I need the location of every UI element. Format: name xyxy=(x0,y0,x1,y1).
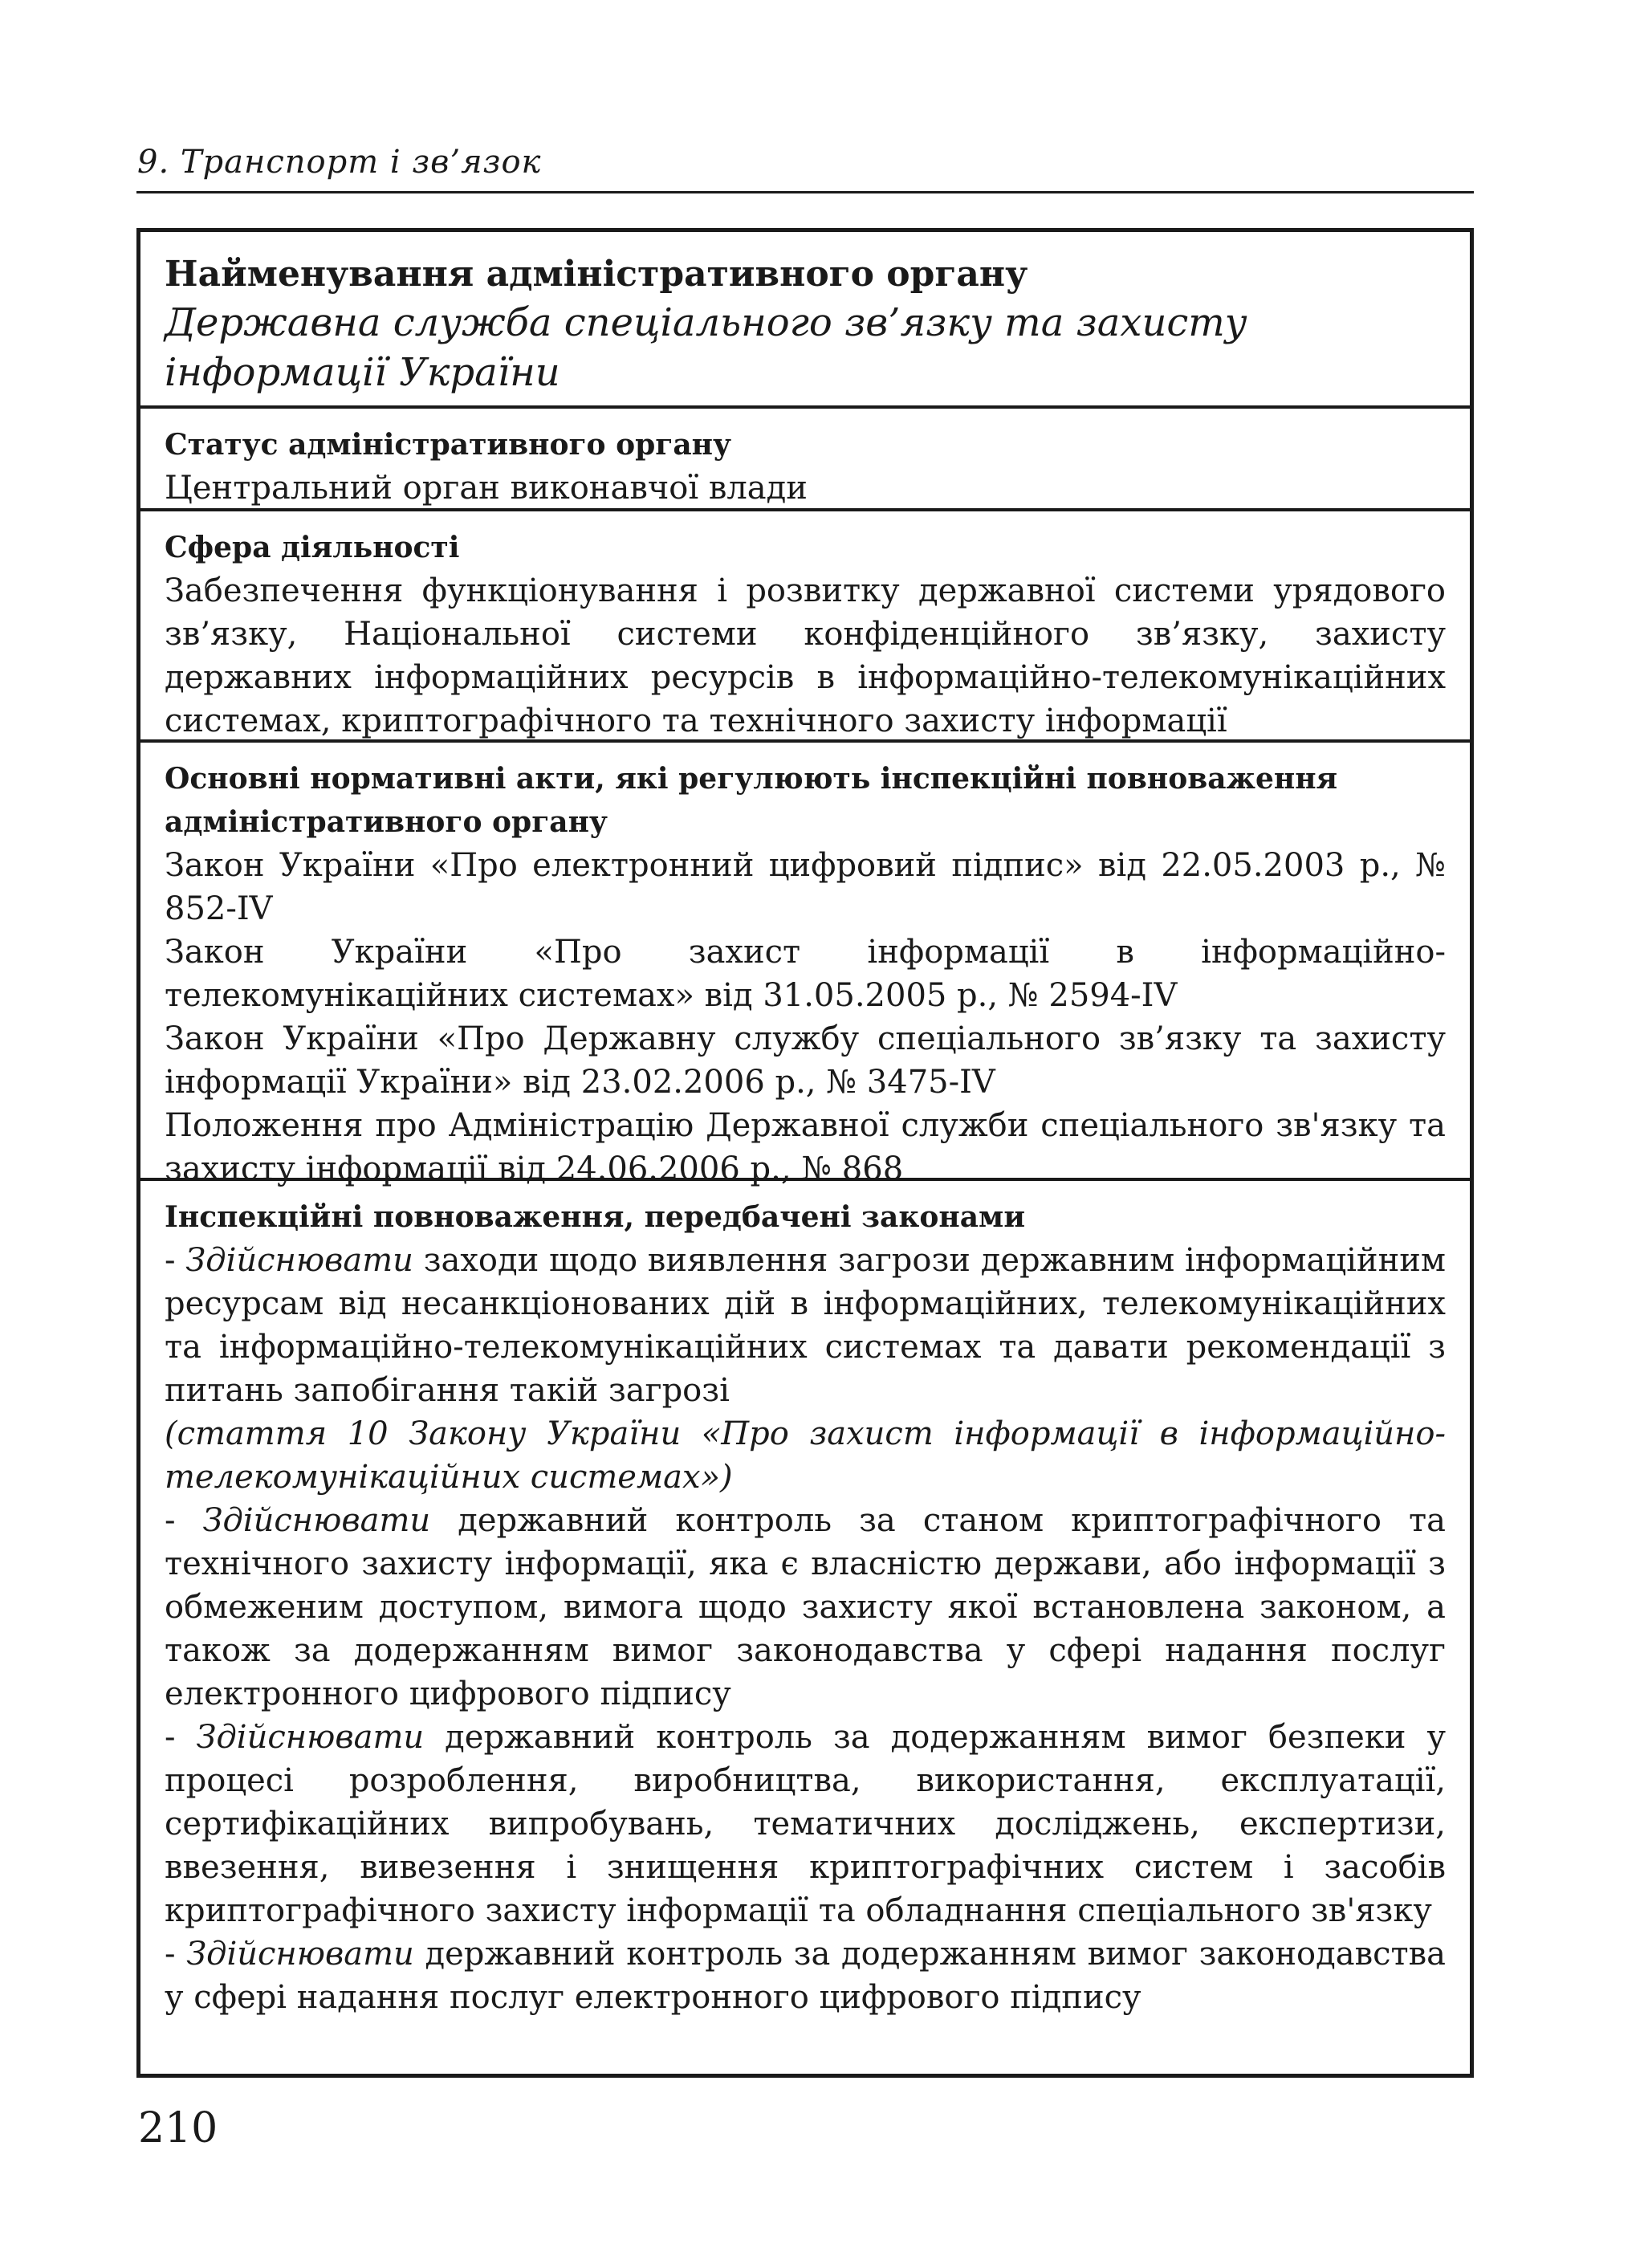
info-card xyxy=(136,228,1474,2078)
powers-label: Інспекційні повноваження, передбачені законами xyxy=(165,1200,1026,1234)
sphere-value: Забезпечення функціонування і розвитку державної системи урядового зв’язку, Національної системи конфіденційного зв’язку, захисту державних інформаційних ресурсів в інформаційно-телекомунікаційних системах, криптографічного та технічного захисту інформації xyxy=(165,572,1446,739)
power-item: - Здійснювати державний контроль за станом криптографічного та технічного захисту інформації, яка є власністю держави, або інформації з обмеженим доступом, вимога щодо захисту якої встановлена законом, а також за додержанням вимог законодавства у сфері надання послуг електронного цифрового підпису xyxy=(165,1502,1446,1712)
header-rule xyxy=(136,191,1474,193)
name-value: Державна служба спеціального зв’язку та захисту інформації України xyxy=(165,300,1247,395)
power-item: - Здійснювати заходи щодо виявлення загрози державним інформаційним ресурсам від несанкціонованих дій в інформаційних, телекомунікаційних та інформаційно-телекомунікаційних системах та давати рекомендації з питань запобігання такій загрозі xyxy=(165,1242,1446,1409)
section-sphere xyxy=(140,511,1470,743)
running-title: 9. Транспорт і зв’язок xyxy=(137,144,542,181)
section-powers xyxy=(140,1181,1470,2030)
power-item: - Здійснювати державний контроль за додержанням вимог безпеки у процесі розроблення, виробництва, використання, експлуатації, сертифікаційних випробувань, тематичних досліджень, експертизи, ввезення, вивезення і знищення криптографічних систем і засобів криптографічного захисту інформації та обладнання спеціального зв'язку xyxy=(165,1719,1447,1929)
powers-legal-reference: (стаття 10 Закону України «Про захист інформації в інформаційно-телекомунікаційних системах») xyxy=(165,1415,1446,1496)
acts-label: Основні нормативні акти, які регулюють інспекційні повноваження адміністративного органу xyxy=(165,762,1338,839)
section-name xyxy=(140,232,1470,409)
act-item: Закон України «Про Державну службу спеціального зв’язку та захисту інформації України» від 23.02.2006 р., № 3475-IV xyxy=(165,1020,1446,1101)
act-item: Закон України «Про захист інформації в інформаційно-телекомунікаційних системах» від 31.05.2005 р., № 2594-IV xyxy=(165,934,1446,1014)
section-status xyxy=(140,409,1470,511)
running-header xyxy=(136,138,1474,186)
section-acts xyxy=(140,743,1470,1187)
act-item: Положення про Адміністрацію Державної служби спеціального зв'язку та захисту інформації від 24.06.2006 р., № 868 xyxy=(165,1107,1446,1187)
sphere-label: Сфера діяльності xyxy=(165,531,460,564)
power-item: - Здійснювати державний контроль за додержанням вимог законодавства у сфері надання послуг електронного цифрового підпису xyxy=(165,1936,1446,2016)
page-number: 210 xyxy=(138,2104,218,2152)
status-value: Центральний орган виконавчої влади xyxy=(165,470,808,507)
status-label: Статус адміністративного органу xyxy=(165,428,732,462)
name-label: Найменування адміністративного органу xyxy=(165,254,1028,295)
act-item: Закон України «Про електронний цифровий підпис» від 22.05.2003 р., № 852-IV xyxy=(165,847,1446,927)
